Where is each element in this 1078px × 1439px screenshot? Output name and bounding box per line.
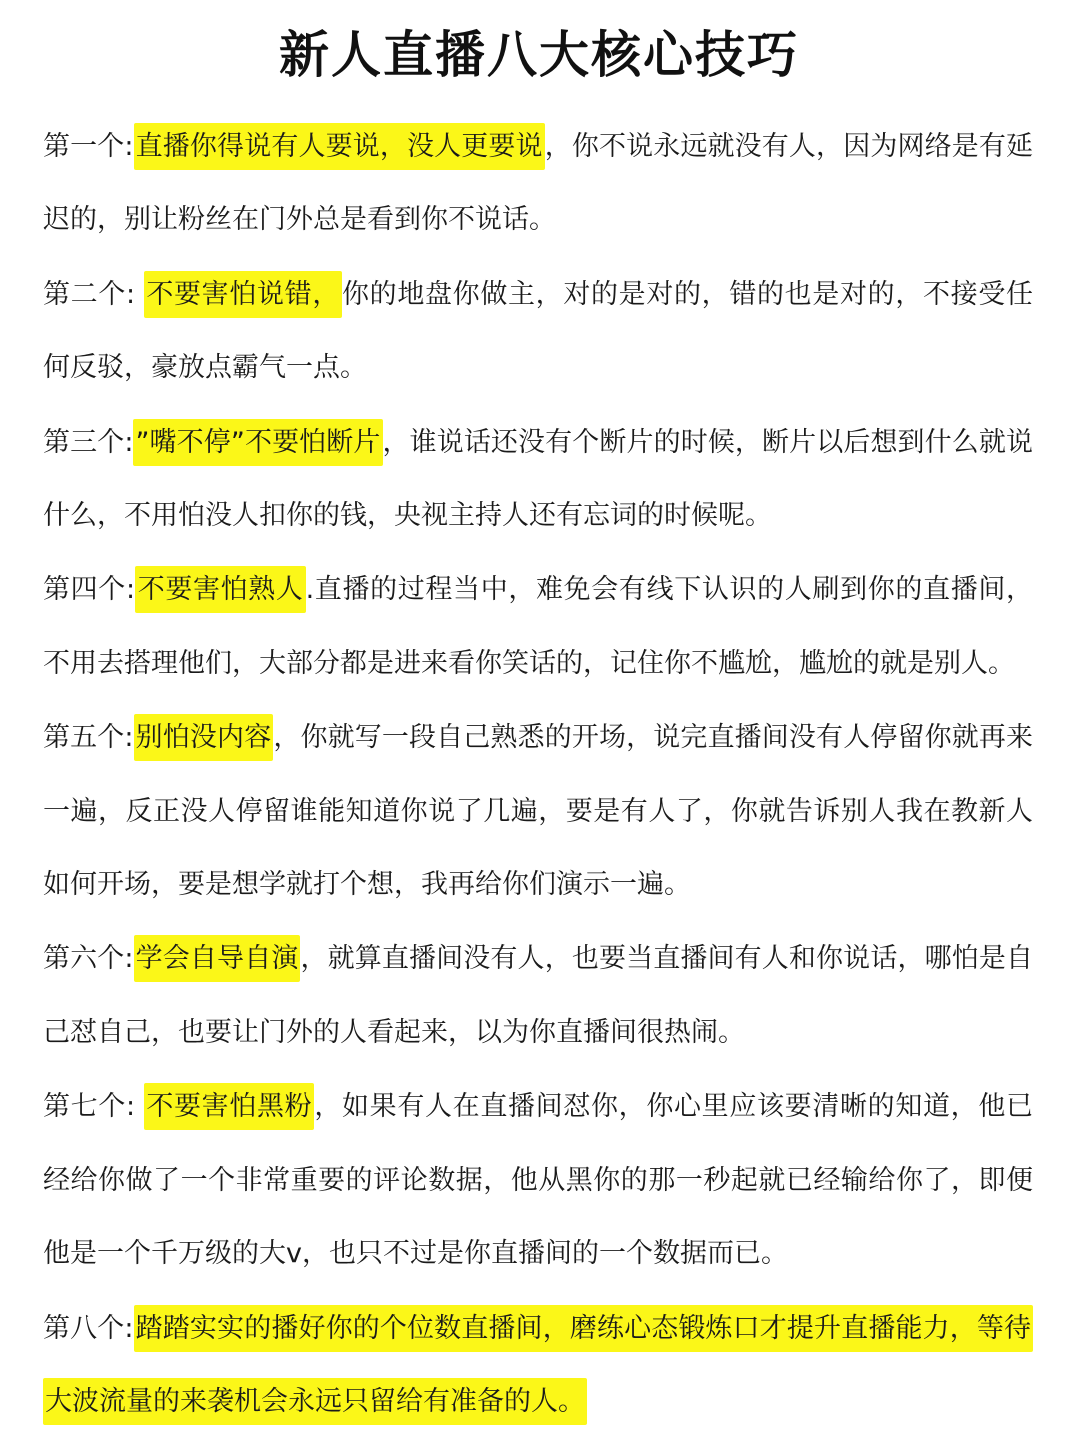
- tip-1: [43, 110, 1033, 257]
- tip-body: ，谁说话还没有个断片的时候，断片以后想到什么就说什么，不用怕没人扣你的钱，央视主持人还有忘词的时候呢。: [43, 426, 1033, 532]
- tip-prefix: 第八个:: [43, 1312, 134, 1344]
- tip-2: [43, 258, 1033, 405]
- tip-highlight: 不要害怕黑粉: [144, 1083, 314, 1130]
- tip-highlight: ”嘴不停”不要怕断片: [133, 419, 382, 466]
- tip-3: [43, 406, 1033, 553]
- tip-prefix: 第三个:: [43, 426, 134, 458]
- tip-highlight: 不要害怕说错，: [144, 271, 342, 318]
- tip-prefix: 第六个:: [43, 943, 134, 975]
- tip-highlight: 不要害怕熟人: [135, 566, 306, 613]
- tip-prefix: 第七个:: [43, 1091, 145, 1123]
- tip-prefix: 第五个:: [43, 722, 134, 754]
- tip-6: [43, 922, 1033, 1069]
- tip-highlight: 别怕没内容: [134, 714, 274, 761]
- tip-body: ，如果有人在直播间怼你，你心里应该要清晰的知道，他已经给你做了一个非常重要的评论数据，他从黑你的那一秒起就已经输给你了，即便他是一个千万级的大v，也只不过是你直播间的一个数据而已。: [43, 1091, 1033, 1270]
- tip-highlight: 直播你得说有人要说，没人更要说: [134, 123, 545, 170]
- tip-8: [43, 1292, 1033, 1439]
- tip-prefix: 第一个:: [43, 131, 134, 162]
- tip-7: [43, 1070, 1033, 1290]
- tip-highlight: 踏踏实实的播好你的个位数直播间，磨练心态锻炼口才提升直播能力，等待大波流量的来袭机会永远只留给有准备的人。: [43, 1305, 1033, 1425]
- tip-highlight: 学会自导自演: [134, 935, 301, 982]
- tip-body: ，你不说永远就没有人，因为网络是有延迟的，别让粉丝在门外总是看到你不说话。: [43, 131, 1034, 236]
- tip-5: [43, 701, 1033, 921]
- tip-body: ，就算直播间没有人，也要当直播间有人和你说话，哪怕是自己怼自己，也要让门外的人看起来，以为你直播间很热闹。: [43, 943, 1033, 1048]
- tips-list: [43, 110, 1033, 1439]
- tip-4: [43, 553, 1033, 700]
- tip-prefix: 第二个:: [43, 278, 145, 310]
- tip-body: .直播的过程当中，难免会有线下认识的人刷到你的直播间，不用去搭理他们，大部分都是进来看你笑话的，记住你不尴尬，尴尬的就是别人。: [43, 574, 1033, 679]
- tip-prefix: 第四个:: [43, 574, 136, 606]
- tip-body: 你的地盘你做主，对的是对的，错的也是对的，不接受任何反驳，豪放点霸气一点。: [43, 278, 1034, 384]
- tip-body: ，你就写一段自己熟悉的开场，说完直播间没有人停留你就再来一遍，反正没人停留谁能知道你说了几遍，要是有人了，你就告诉别人我在教新人如何开场，要是想学就打个想，我再给你们演示一遍。: [43, 722, 1034, 901]
- page-title: 新人直播八大核心技巧: [279, 26, 799, 84]
